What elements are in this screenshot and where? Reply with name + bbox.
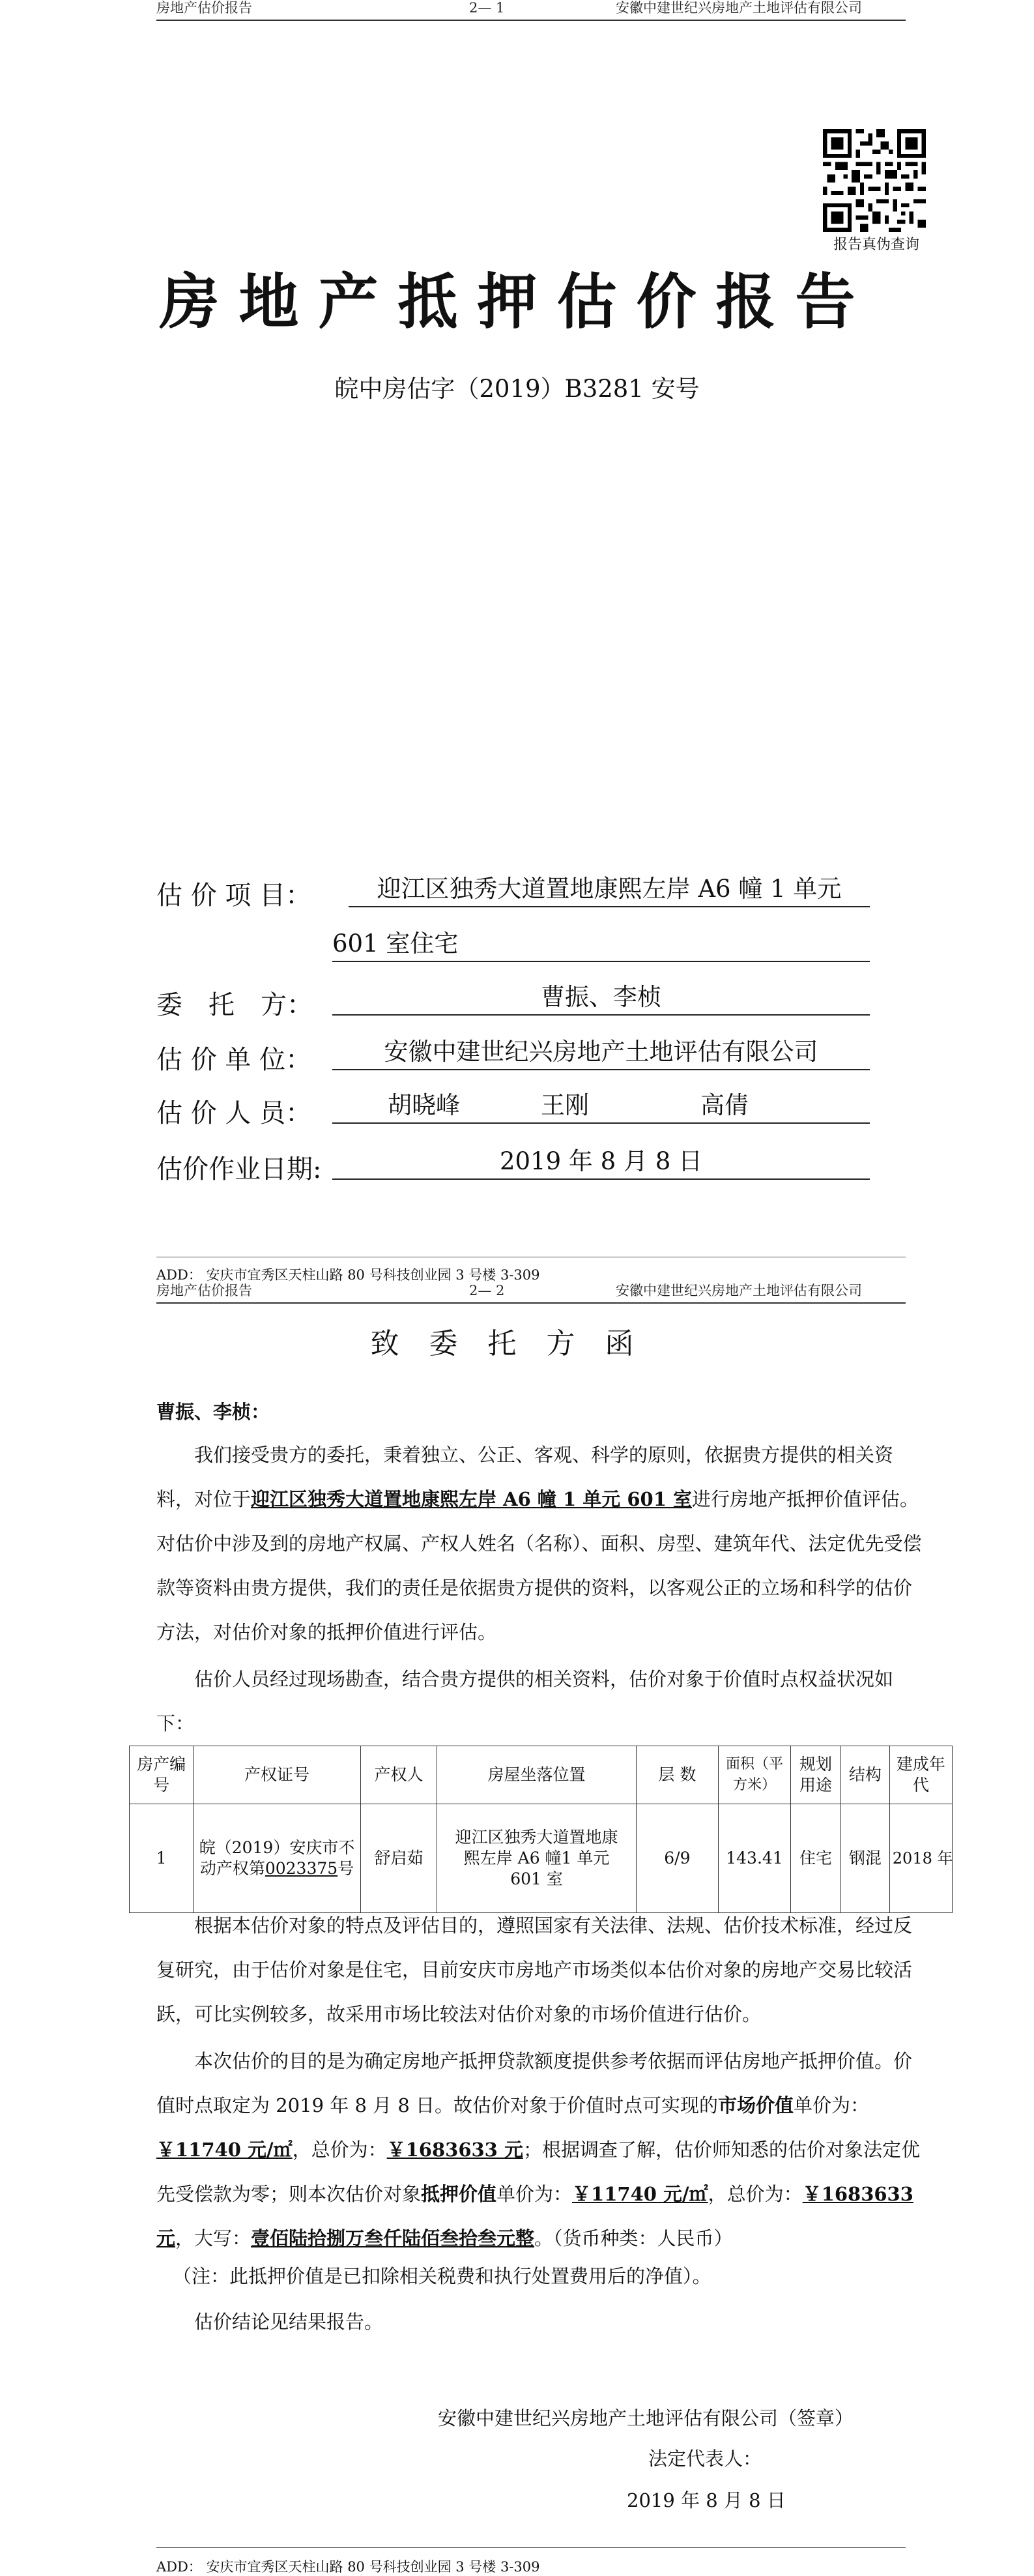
conclusion-note: 估价结论见结果报告。 [194, 2311, 384, 2333]
cell-structure: 钢混 [840, 1804, 889, 1913]
paragraph-valuation [156, 2039, 925, 2261]
appraiser-org-value: 安徽中建世纪兴房地产土地评估有限公司 [332, 1035, 870, 1070]
market-unit-price: ￥11740 元/㎡ [156, 2139, 293, 2161]
amount-in-words: 壹佰陆拾捌万叁仟陆佰叁拾叁元整 [251, 2227, 535, 2249]
page2-header-left: 房地产估价报告 [156, 1283, 252, 1298]
page2-footer-address: ADD： 安庆市宜秀区天柱山路 80 号科技创业园 3 号楼 3-309 [156, 2559, 540, 2575]
signature-org: 安徽中建世纪兴房地产土地评估有限公司（签章） [438, 2407, 854, 2429]
p4-text: 本次估价的目的是为确定房地产抵押贷款额度提供参考依据而评估房地产抵押价值。价值时点取定为 2019 年 8 月 8 日。故估价对象于价值时点可实现的 [156, 2050, 913, 2116]
net-value-note: （注：此抵押价值是已扣除相关税费和执行处置费用后的净值）。 [173, 2265, 711, 2287]
cert-text: 皖（2019）安庆市不动产权第 [199, 1838, 355, 1878]
project-value-line1: 迎江区独秀大道置地康熙左岸 A6 幢 1 单元 [349, 872, 870, 907]
mortgage-value-label: 抵押价值 [421, 2183, 497, 2205]
paragraph-entrust [156, 1433, 925, 1654]
cell-use: 住宅 [791, 1804, 841, 1913]
col-header: 产权证号 [194, 1746, 360, 1804]
appraiser-name: 高倩 [700, 1091, 749, 1119]
table-row [130, 1804, 953, 1913]
cert-suffix: 号 [337, 1859, 354, 1878]
col-header: 房屋坐落位置 [437, 1746, 637, 1804]
page1-header-page: 2— 1 [469, 0, 505, 16]
col-header: 面积（平方米） [718, 1746, 790, 1804]
cell-owner: 舒启茹 [360, 1804, 437, 1913]
cell-location: 迎江区独秀大道置地康熙左岸 A6 幢1 单元 601 室 [437, 1804, 637, 1913]
page2-header-right: 安徽中建世纪兴房地产土地评估有限公司 [616, 1283, 862, 1298]
page1-header-right: 安徽中建世纪兴房地产土地评估有限公司 [616, 0, 862, 16]
client-value: 曹振、李桢 [332, 980, 870, 1016]
col-header: 结构 [840, 1746, 889, 1804]
project-value-line2: 601 室住宅 [332, 927, 870, 962]
appraisers-label: 估 价 人 员： [156, 1098, 312, 1128]
p4-text: ，大写： [175, 2227, 251, 2249]
p4-text: 单价为： [794, 2094, 870, 2116]
appraiser-name: 王刚 [541, 1091, 589, 1119]
appraiser-org-label: 估 价 单 位： [156, 1045, 312, 1075]
page2-header-page: 2— 2 [469, 1283, 505, 1298]
market-value-label: 市场价值 [718, 2094, 794, 2116]
mortgage-unit-price: ￥11740 元/㎡ [572, 2183, 708, 2205]
cell-year: 2018 年 [889, 1804, 952, 1913]
page2-footer-rule [156, 2547, 906, 2548]
cell-no: 1 [130, 1804, 194, 1913]
project-label: 估 价 项 目： [156, 881, 312, 911]
page1-footer-address: ADD： 安庆市宜秀区天柱山路 80 号科技创业园 3 号楼 3-309 [156, 1267, 540, 1283]
p4-text: 单价为： [496, 2183, 573, 2205]
cell-cert [194, 1804, 360, 1913]
page1-header-left: 房地产估价报告 [156, 0, 252, 16]
table-header-row [130, 1746, 953, 1804]
p4-text: 。（货币种类：人民币） [534, 2227, 733, 2249]
date-value: 2019 年 8 月 8 日 [332, 1145, 870, 1180]
paragraph-survey: 估价人员经过现场勘查，结合贵方提供的相关资料，估价对象于价值时点权益状况如下： [156, 1668, 894, 1734]
date-label: 估价作业日期: [156, 1154, 322, 1184]
col-header: 建成年代 [889, 1746, 952, 1804]
cell-floors: 6/9 [636, 1804, 718, 1913]
p4-text: ，总价为： [708, 2183, 803, 2205]
p4-text: ，总价为： [292, 2139, 387, 2161]
page2-header-rule [156, 1302, 906, 1304]
client-label: 委 托 方： [156, 990, 313, 1020]
salutation: 曹振、李桢： [156, 1401, 270, 1423]
mortgage-total-price: ￥1683633 元 [156, 2183, 913, 2249]
paragraph-method: 根据本估价对象的特点及评估目的，遵照国家有关法律、法规、估价技术标准，经过反复研究，由于估价对象是住宅，目前安庆市房地产市场类似本估价对象的房地产交易比较活跃，可比实例较多，故采用市场比较法对估价对象的市场价值进行估价。 [156, 1914, 913, 2025]
col-header: 规划用途 [791, 1746, 841, 1804]
legal-representative: 法定代表人： [648, 2448, 762, 2470]
report-title: 房地产抵押估价报告 [159, 267, 875, 337]
p1-text-a: 我们接受贵方的委托，秉着独立、公正、客观、科学的原则，依据贵方提供的相关资料，对位于 [156, 1444, 894, 1510]
page1-header-rule [156, 20, 906, 21]
appraisers-line [332, 1089, 870, 1124]
col-header: 产权人 [360, 1746, 437, 1804]
appraiser-name: 胡晓峰 [388, 1091, 460, 1119]
property-table [129, 1746, 953, 1913]
letter-title: 致委托方函 [370, 1327, 664, 1360]
col-header: 房产编号 [130, 1746, 194, 1804]
property-address: 迎江区独秀大道置地康熙左岸 A6 幢 1 单元 601 室 [251, 1488, 692, 1510]
report-number: 皖中房估字（2019）B3281 安号 [334, 375, 700, 403]
cell-area: 143.41 [718, 1804, 790, 1913]
signature-date: 2019 年 8 月 8 日 [627, 2489, 786, 2511]
market-total-price: ￥1683633 元 [386, 2139, 523, 2161]
p1-text-b: 进行房地产抵押价值评估。对估价中涉及到的房地产权属、产权人姓名（名称）、面积、房型、建筑年代、法定优先受偿款等资料由贵方提供，我们的责任是依据贵方提供的资料，以客观公正的立场和科学的估价方法，对估价对象的抵押价值进行评估。 [156, 1488, 922, 1643]
qr-code-icon [823, 129, 926, 232]
qr-caption: 报告真伪查询 [833, 237, 919, 253]
p4-text: ；根据调查了解，估价师知悉的估价对象法定优先受偿款为零；则本次估价对象 [156, 2139, 920, 2205]
col-header: 层 数 [636, 1746, 718, 1804]
cert-number: 0023375 [265, 1859, 338, 1878]
